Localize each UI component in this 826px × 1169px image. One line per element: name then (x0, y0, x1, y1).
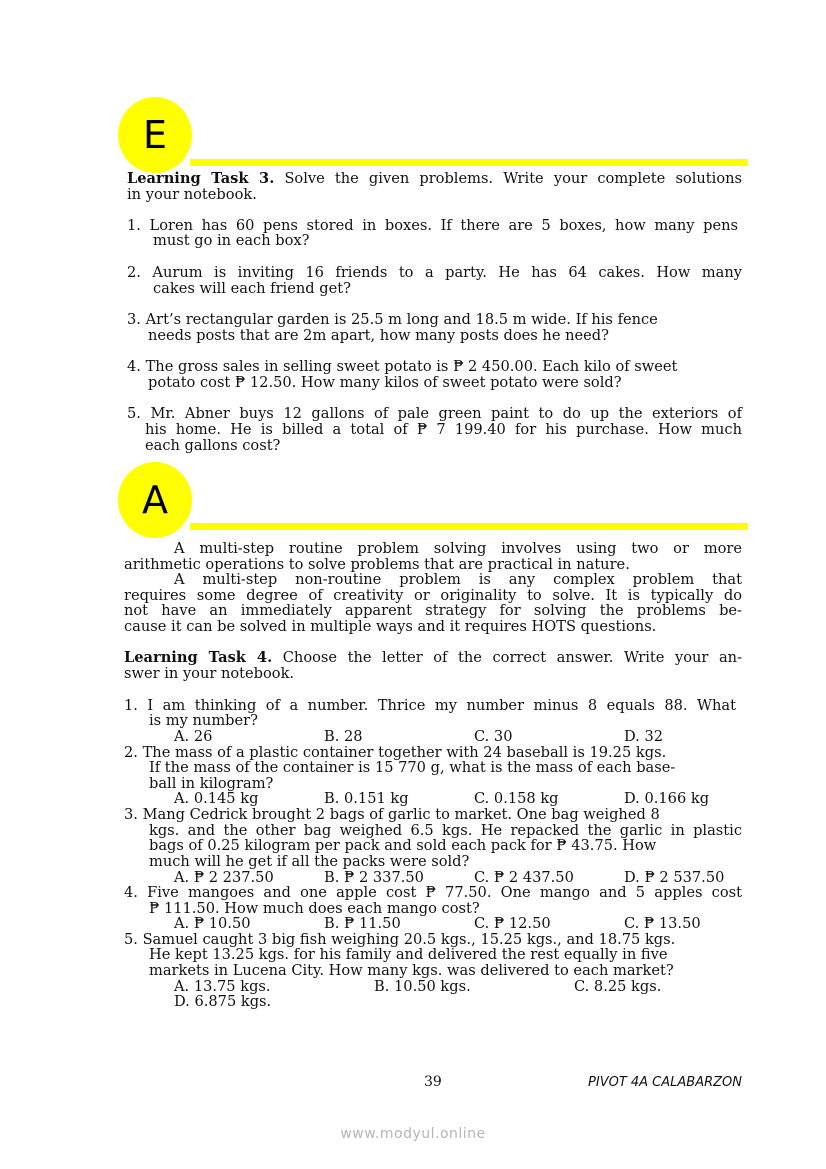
question-line: is my number? (149, 712, 258, 729)
question-line: markets in Lucena City. How many kgs. was delivered to each market? (149, 962, 674, 979)
question-line: ball in kilogram? (149, 775, 274, 792)
task4-instruction: Choose the letter of the correct answer. Write your an- (282, 649, 743, 666)
answer-option: C. ₱ 12.50 (474, 915, 551, 932)
intro-line: cause it can be solved in multiple ways and it requires HOTS questions. (124, 618, 657, 635)
answer-option: B. ₱ 2 337.50 (324, 869, 424, 886)
intro-line: A multi-step routine problem solving involves using two or more (174, 540, 742, 557)
question-line: much will he get if all the packs were sold? (149, 853, 470, 870)
task3-instruction-line: in your notebook. (127, 186, 257, 203)
question-line: 3. Mang Cedrick brought 2 bags of garlic to market. One bag weighed 8 (124, 806, 660, 823)
problem-line: 4. The gross sales in selling sweet potato is ₱ 2 450.00. Each kilo of sweet (127, 358, 678, 375)
problem-line: 3. Art’s rectangular garden is 25.5 m long and 18.5 m wide. If his fence (127, 311, 658, 328)
section-e-letter: E (142, 113, 167, 157)
section-a-badge (118, 462, 192, 538)
intro-line: arithmetic operations to solve problems that are practical in nature. (124, 556, 630, 573)
question-line: 1. I am thinking of a number. Thrice my number minus 8 equals 88. What (124, 697, 736, 714)
problem-line: 5. Mr. Abner buys 12 gallons of pale green paint to do up the exteriors of (127, 405, 742, 422)
answer-option: C. 0.158 kg (474, 790, 559, 807)
question-line: If the mass of the container is 15 770 g, what is the mass of each base- (149, 759, 676, 776)
answer-option: A. 0.145 kg (174, 790, 259, 807)
answer-option: A. ₱ 10.50 (174, 915, 251, 932)
problem-line: his home. He is billed a total of ₱ 7 199.40 for his purchase. How much (145, 421, 742, 438)
footer-brand: PIVOT 4A CALABARZON (588, 1075, 742, 1090)
task3-heading (127, 171, 742, 187)
answer-option: D. 6.875 kgs. (174, 993, 272, 1010)
question-line: bags of 0.25 kilogram per pack and sold each pack for ₱ 43.75. How (149, 837, 657, 854)
section-e-divider (190, 159, 748, 166)
answer-option: B. 0.151 kg (324, 790, 409, 807)
section-a-letter: A (142, 478, 168, 522)
question-line: ₱ 111.50. How much does each mango cost? (149, 900, 480, 917)
answer-option: C. ₱ 2 437.50 (474, 869, 574, 886)
question-line: He kept 13.25 kgs. for his family and delivered the rest equally in five (149, 946, 668, 963)
answer-option: B. 28 (324, 728, 363, 745)
answer-option: A. 26 (174, 728, 213, 745)
answer-option: D. 32 (624, 728, 664, 745)
answer-option: A. ₱ 2 237.50 (174, 869, 274, 886)
task3-instruction: Solve the given problems. Write your complete solutions (284, 170, 742, 187)
section-e-badge (118, 97, 192, 173)
task4-label: Learning Task 4. (124, 649, 273, 666)
task4-instruction-line: swer in your notebook. (124, 665, 295, 682)
question-line: kgs. and the other bag weighed 6.5 kgs. He repacked the garlic in plastic (149, 822, 742, 839)
answer-option: C. ₱ 13.50 (624, 915, 701, 932)
answer-option: C. 30 (474, 728, 513, 745)
task3-label: Learning Task 3. (127, 170, 275, 187)
problem-line: potato cost ₱ 12.50. How many kilos of sweet potato were sold? (148, 374, 622, 391)
intro-line: A multi-step non-routine problem is any complex problem that (174, 571, 742, 588)
question-line: 5. Samuel caught 3 big fish weighing 20.5 kgs., 15.25 kgs., and 18.75 kgs. (124, 931, 676, 948)
problem-line: must go in each box? (153, 232, 310, 249)
answer-option: D. ₱ 2 537.50 (624, 869, 725, 886)
problem-line: 2. Aurum is inviting 16 friends to a party. He has 64 cakes. How many (127, 264, 742, 281)
intro-line: requires some degree of creativity or originality to solve. It is typically do (124, 587, 742, 604)
intro-line: not have an immediately apparent strategy for solving the problems be- (124, 602, 742, 619)
task4-heading (124, 650, 742, 666)
question-line: 4. Five mangoes and one apple cost ₱ 77.50. One mango and 5 apples cost (124, 884, 742, 901)
answer-option: A. 13.75 kgs. (174, 978, 271, 995)
question-line: 2. The mass of a plastic container together with 24 baseball is 19.25 kgs. (124, 744, 667, 761)
answer-option: C. 8.25 kgs. (574, 978, 662, 995)
problem-line: 1. Loren has 60 pens stored in boxes. If there are 5 boxes, how many pens (127, 217, 738, 234)
section-a-divider (190, 523, 748, 530)
watermark: www.modyul.online (340, 1126, 486, 1142)
answer-option: B. ₱ 11.50 (324, 915, 401, 932)
answer-option: D. 0.166 kg (624, 790, 710, 807)
answer-option: B. 10.50 kgs. (374, 978, 471, 995)
problem-line: cakes will each friend get? (153, 280, 351, 297)
problem-line: each gallons cost? (145, 437, 281, 454)
problem-line: needs posts that are 2m apart, how many posts does he need? (148, 327, 609, 344)
page-number: 39 (424, 1074, 442, 1090)
